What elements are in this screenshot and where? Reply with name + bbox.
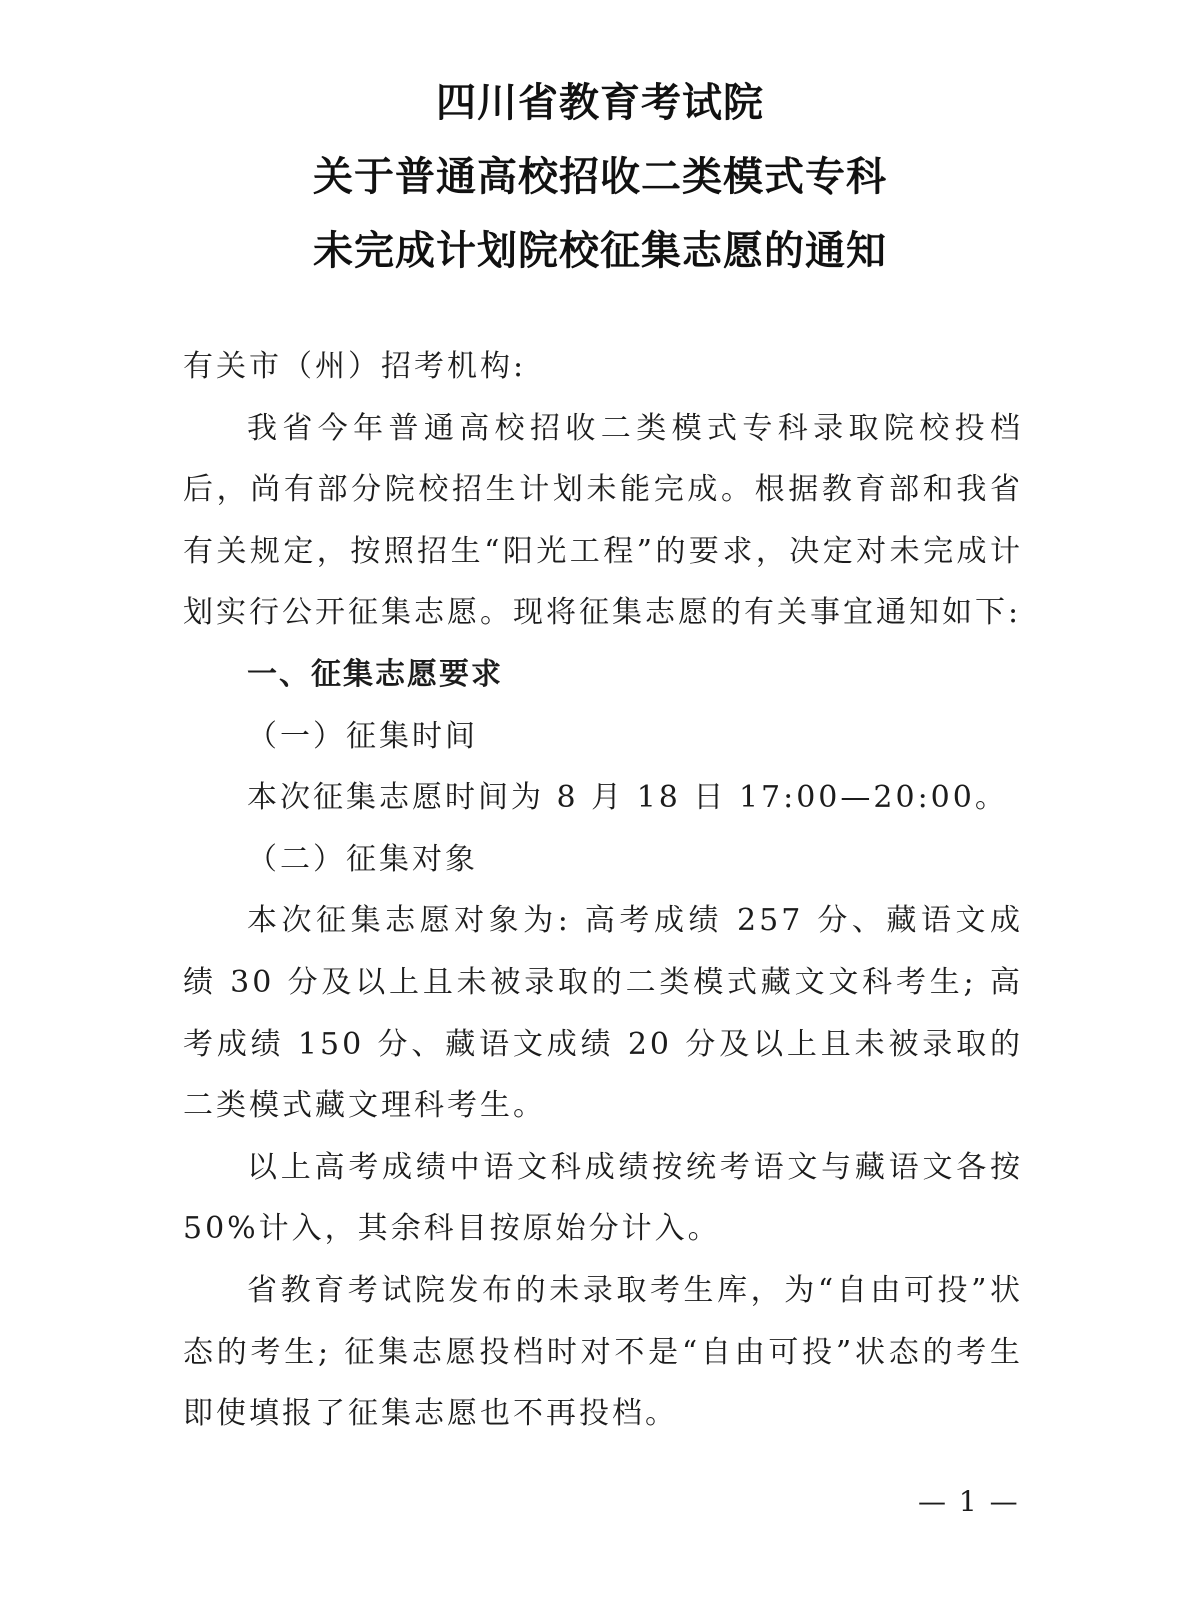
title-line-subject: 关于普通高校招收二类模式专科: [313, 154, 887, 200]
targets-paragraph: 本次征集志愿对象为: 高考成绩 257 分、藏语文成绩 30 分及以上且未被录取的二类模式藏文文科考生; 高考成绩 150 分、藏语文成绩 20 分及以上且未被录取的二类模式藏文理科考生。: [183, 903, 1023, 1124]
title-line-issuer: 四川省教育考试院: [436, 80, 764, 126]
intro-paragraph: 我省今年普通高校招收二类模式专科录取院校投档后，尚有部分院校招生计划未能完成。根据教育部和我省有关规定，按照招生“阳光工程”的要求，决定对未完成计划实行公开征集志愿。现将征集志愿的有关事宜通知如下:: [183, 410, 1023, 631]
title-line-topic: 未完成计划院校征集志愿的通知: [313, 228, 887, 274]
section-heading-requirements: 一、征集志愿要求: [247, 656, 503, 692]
subheading-time: （一）征集时间: [247, 718, 478, 754]
status-rule-paragraph: 省教育考试院发布的未录取考生库，为“自由可投”状态的考生; 征集志愿投档时对不是“自由可投”状态的考生即使填报了征集志愿也不再投档。: [183, 1272, 1023, 1432]
time-paragraph: 本次征集志愿时间为 8 月 18 日 17:00—20:00。: [247, 780, 1008, 816]
subheading-targets: （二）征集对象: [247, 841, 478, 877]
document-title: [0, 66, 1200, 288]
page-number: — 1 —: [918, 1485, 1020, 1518]
document-body: [183, 336, 1023, 1445]
salutation: 有关市（州）招考机构:: [183, 349, 527, 384]
score-rule-paragraph: 以上高考成绩中语文科成绩按统考语文与藏语文各按 50%计入，其余科目按原始分计入。: [183, 1149, 1023, 1247]
